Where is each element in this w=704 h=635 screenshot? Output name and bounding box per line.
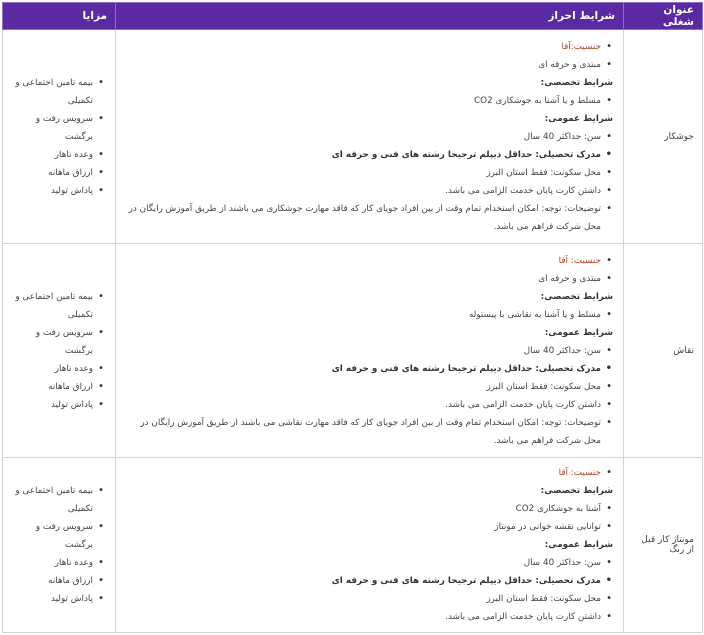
table-row [3, 244, 703, 458]
general-item: • داشتن کارت پایان خدمت الزامی می باشد. [124, 182, 601, 200]
general-item: • داشتن کارت پایان خدمت الزامی می باشد. [124, 608, 601, 626]
benefit-item: • وعده ناهار [7, 554, 93, 572]
general-item: • داشتن کارت پایان خدمت الزامی می باشد. [124, 396, 601, 414]
level-item: • مبتدی و حرفه ای [124, 270, 601, 288]
benefit-item: • سرویس رفت و برگشت [7, 324, 93, 360]
general-item: • سن: حداکثر 40 سال [124, 342, 601, 360]
gender-item: • جنسیت: آقا [124, 252, 601, 270]
header-conditions: شرایط احراز [116, 3, 624, 30]
benefit-item: • بیمه تامین اجتماعی و تکمیلی [7, 288, 93, 324]
spec-item: • توانایی نقشه خوانی در مونتاژ [124, 518, 601, 536]
benefit-item: • ارزاق ماهانه [7, 572, 93, 590]
spec-header: شرایط تخصصی: [540, 291, 613, 302]
general-item: • محل سکونت: فقط استان البرز [124, 164, 601, 182]
table-row [3, 30, 703, 244]
benefit-item: • بیمه تامین اجتماعی و تکمیلی [7, 482, 93, 518]
general-item: • محل سکونت: فقط استان البرز [124, 378, 601, 396]
general-item: • مدرک تحصیلی: حداقل دیپلم ترجیحا رشته های فنی و حرفه ای [124, 360, 601, 378]
general-header: شرایط عمومی: [544, 540, 613, 550]
benefit-item: • پاداش تولید [7, 396, 93, 414]
general-item: • سن: حداکثر 40 سال [124, 128, 601, 146]
header-job-title: عنوان شغلی [624, 3, 703, 30]
gender-item: • جنسیت: آقا [124, 464, 601, 482]
job-title: مونتاژ کار قبل از رنگ [624, 458, 703, 633]
level-item: • مبتدی و حرفه ای [124, 56, 601, 74]
conditions-cell [116, 458, 624, 633]
table-header-row [3, 3, 703, 30]
benefits-cell [3, 458, 116, 633]
general-item: • سن: حداکثر 40 سال [124, 554, 601, 572]
spec-header: شرایط تخصصی: [540, 77, 613, 88]
spec-item: • مسلط و یا آشنا به نقاشی با پیستوله [124, 306, 601, 324]
job-title: جوشکار [624, 30, 703, 244]
header-benefits: مزایا [3, 3, 116, 30]
spec-item: • آشنا به جوشکاری CO2 [124, 500, 601, 518]
spec-item: • مسلط و یا آشنا به جوشکاری CO2 [124, 92, 601, 110]
benefits-cell [3, 30, 116, 244]
benefit-item: • سرویس رفت و برگشت [7, 110, 93, 146]
job-title: نقاش [624, 244, 703, 458]
conditions-cell [116, 30, 624, 244]
table-row [3, 458, 703, 633]
benefits-cell [3, 244, 116, 458]
general-header: شرایط عمومی: [544, 327, 613, 338]
benefit-item: • پاداش تولید [7, 590, 93, 608]
general-item: • مدرک تحصیلی: حداقل دیپلم ترجیحا رشته های فنی و حرفه ای [124, 146, 601, 164]
general-item: • محل سکونت: فقط استان البرز [124, 590, 601, 608]
conditions-cell [116, 244, 624, 458]
general-item: • توضیحات: توجه: امکان استخدام تمام وقت از بین افراد جویای کار که فاقد مهارت جوشکاری می باشند از طریق آموزش رایگان در محل شرکت فراهم می باشد. [124, 200, 601, 236]
benefit-item: • ارزاق ماهانه [7, 164, 93, 182]
gender-item: • جنسیت:آقا [124, 38, 601, 56]
benefit-item: • وعده ناهار [7, 360, 93, 378]
spec-header: شرایط تخصصی: [540, 486, 613, 496]
general-header: شرایط عمومی: [544, 113, 613, 124]
benefit-item: • پاداش تولید [7, 182, 93, 200]
general-item: • توضیحات: توجه: امکان استخدام تمام وقت از بین افراد جویای کار که فاقد مهارت نقاشی می باشند از طریق آموزش رایگان در محل شرکت فراهم می باشد. [124, 414, 601, 450]
benefit-item: • بیمه تامین اجتماعی و تکمیلی [7, 74, 93, 110]
general-item: • مدرک تحصیلی: حداقل دیپلم ترجیحا رشته های فنی و حرفه ای [124, 572, 601, 590]
benefit-item: • سرویس رفت و برگشت [7, 518, 93, 554]
jobs-table [2, 2, 703, 633]
benefit-item: • ارزاق ماهانه [7, 378, 93, 396]
benefit-item: • وعده ناهار [7, 146, 93, 164]
